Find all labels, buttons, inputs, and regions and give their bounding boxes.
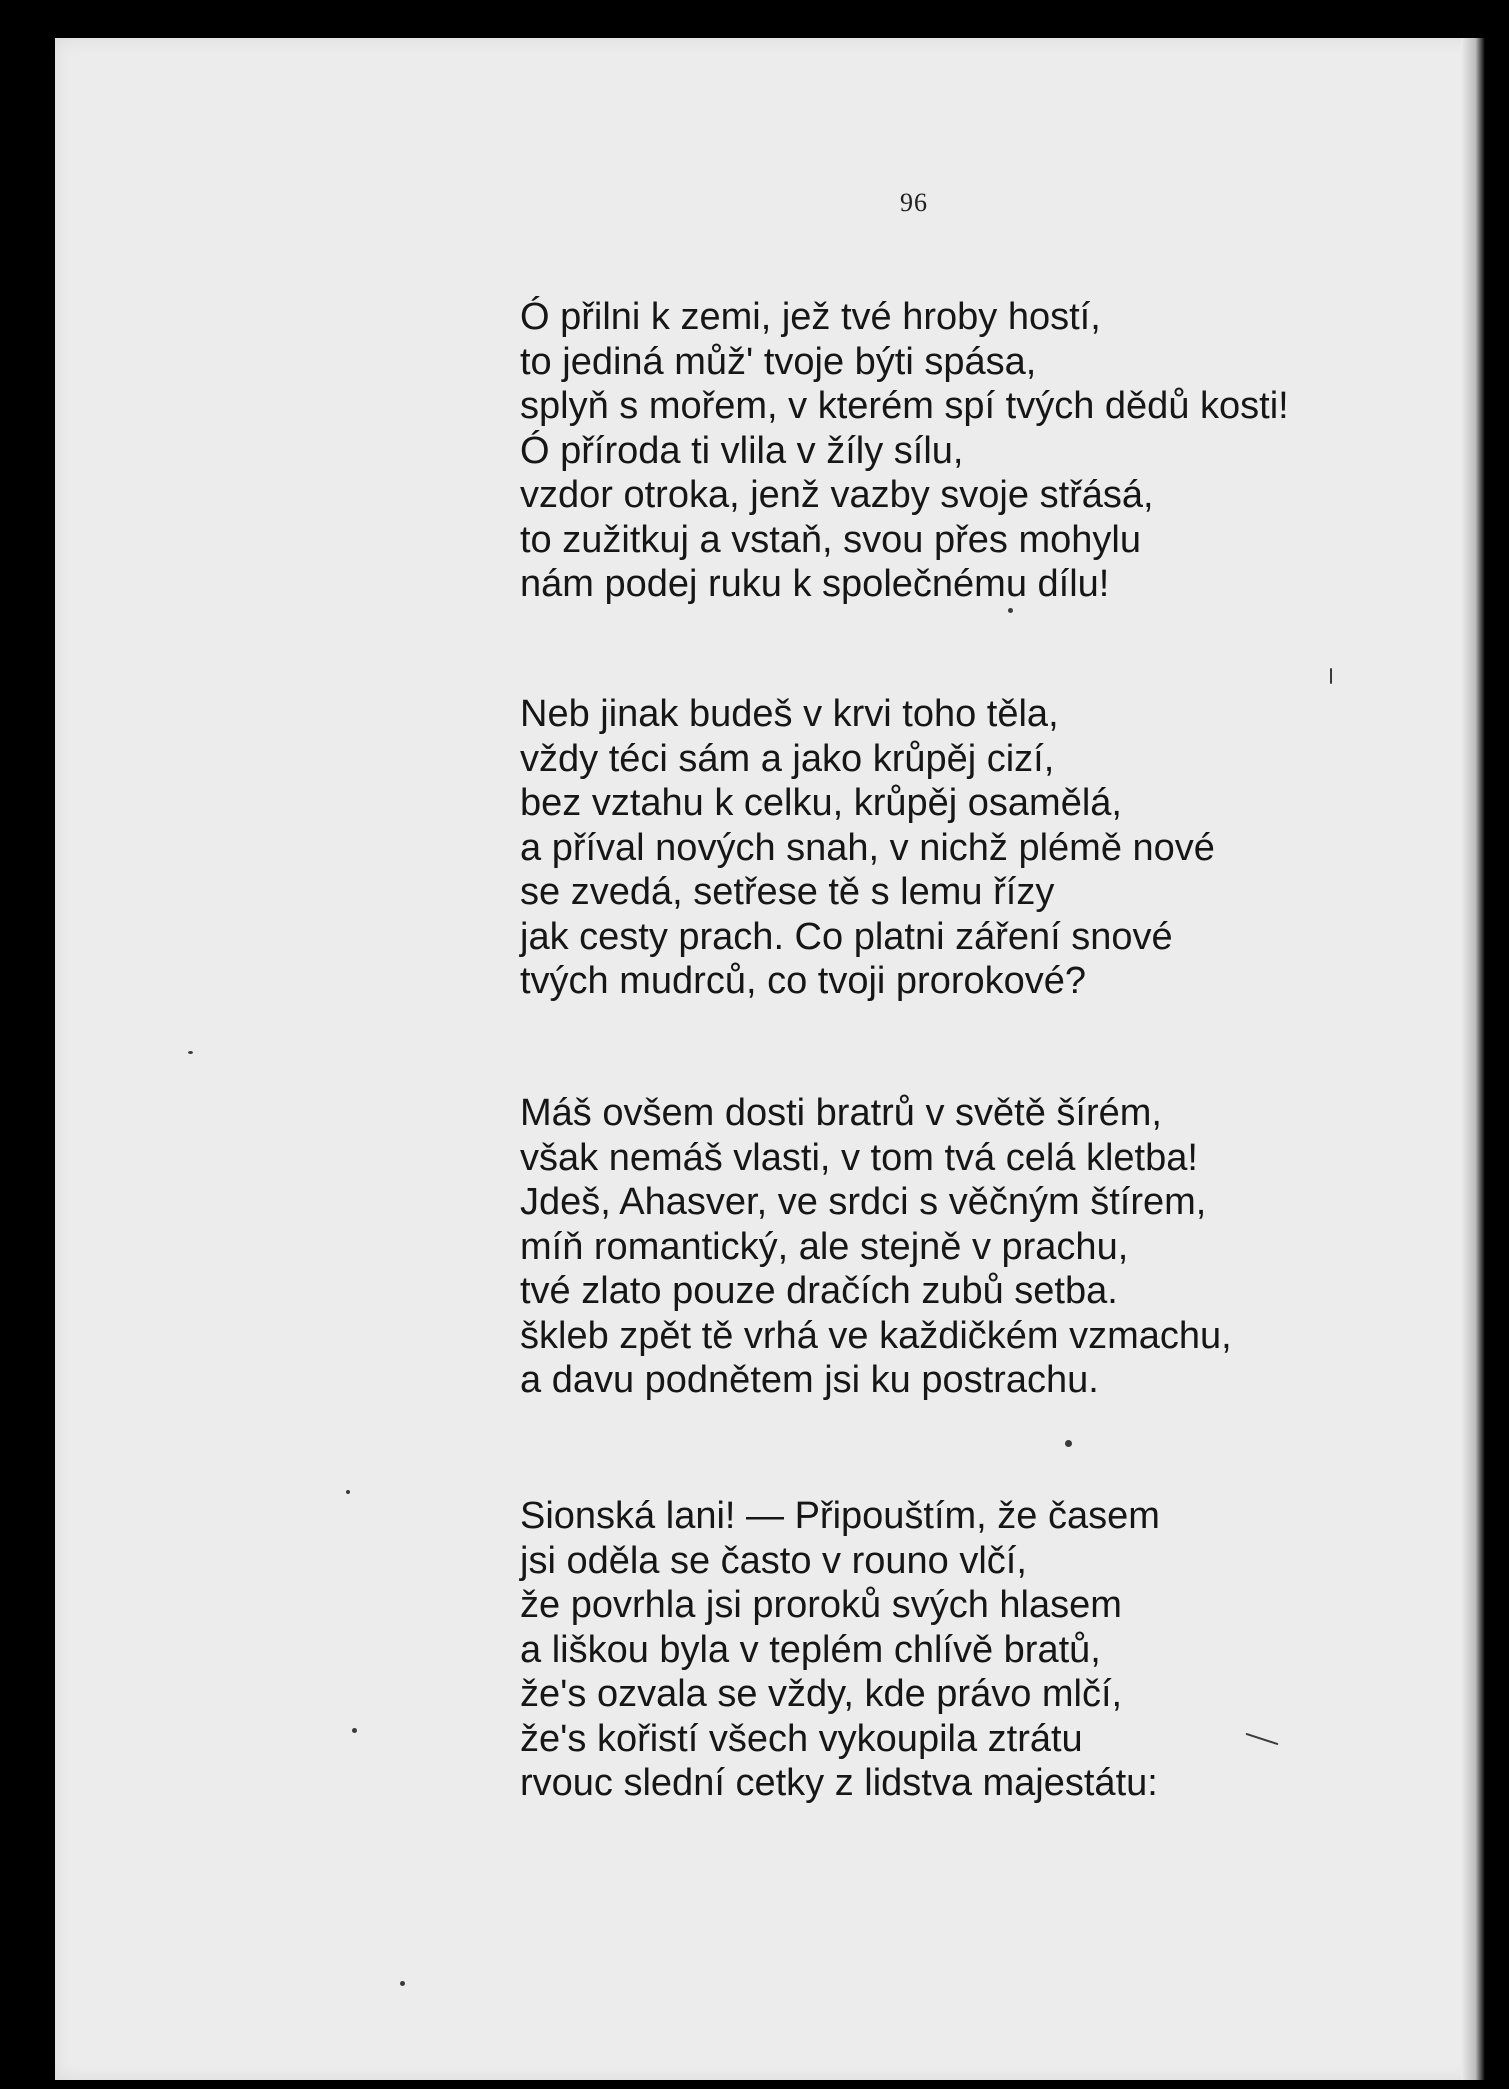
page-edge-shadow [1461, 38, 1485, 2080]
stanza-line: a příval nových snah, v nichž plémě nové [520, 826, 1215, 869]
scan-speck [346, 1490, 350, 1494]
scan-speck [1065, 1440, 1072, 1447]
stanza-line: vždy téci sám a jako krůpěj cizí, [520, 737, 1055, 780]
stanza-line: nám podej ruku k společnému dílu! [520, 563, 1110, 605]
stanza-line: jsi oděla se často v rouno vlčí, [520, 1539, 1027, 1582]
stanza-line: to jediná můž' tvoje býti spása, [520, 340, 1037, 383]
stanza-line: škleb zpět tě vrhá ve každičkém vzmachu, [520, 1314, 1232, 1357]
stanza-line: míň romantický, ale stejně v prachu, [520, 1225, 1129, 1268]
scan-speck [400, 1981, 405, 1986]
scan-speck [188, 1051, 193, 1054]
stanza-3 [520, 1091, 1380, 1403]
stanza-2 [520, 692, 1380, 1004]
stanza-line: tvé zlato pouze dračích zubů setba. [520, 1270, 1118, 1312]
stanza-line: Ó přilni k zemi, jež tvé hroby hostí, [520, 296, 1101, 338]
stanza-line: že povrhla jsi proroků svých hlasem [520, 1584, 1122, 1626]
stanza-line: Ó příroda ti vlila v žíly sílu, [520, 429, 964, 472]
scan-speck [352, 1728, 357, 1733]
stanza-line: Neb jinak budeš v krvi toho těla, [520, 693, 1059, 735]
book-page [55, 38, 1485, 2080]
stanza-line: a liškou byla v teplém chlívě bratů, [520, 1628, 1101, 1671]
stanza-line: jak cesty prach. Co platni záření snové [520, 915, 1173, 958]
stanza-line: však nemáš vlasti, v tom tvá celá kletba! [520, 1136, 1198, 1179]
stanza-line: splyň s mořem, v kterém spí tvých dědů kosti! [520, 385, 1289, 427]
stanza-line: rvouc slední cetky z lidstva majestátu: [520, 1762, 1158, 1804]
stanza-line: Sionská lani! — Připouštím, že časem [520, 1495, 1160, 1537]
stanza-line: tvých mudrců, co tvoji prorokové? [520, 960, 1087, 1002]
stanza-line: že's ozvala se vždy, kde právo mlčí, [520, 1673, 1123, 1715]
stanza-line: a davu podnětem jsi ku postrachu. [520, 1359, 1099, 1401]
stanza-line: to zužitkuj a vstaň, svou přes mohylu [520, 518, 1141, 561]
scan-speck [1008, 608, 1013, 613]
stanza-line: Jdeš, Ahasver, ve srdci s věčným štírem, [520, 1181, 1207, 1223]
stanza-line: vzdor otroka, jenž vazby svoje střásá, [520, 474, 1154, 516]
stanza-line: se zvedá, setřese tě s lemu řízy [520, 871, 1055, 913]
page-number: 96 [900, 188, 928, 217]
stanza-1 [520, 295, 1380, 607]
stanza-4 [520, 1494, 1380, 1806]
scan-speck [1330, 668, 1332, 684]
stanza-line: Máš ovšem dosti bratrů v světě šírém, [520, 1092, 1162, 1134]
stanza-line: že's kořistí všech vykoupila ztrátu [520, 1717, 1083, 1760]
stanza-line: bez vztahu k celku, krůpěj osamělá, [520, 782, 1122, 824]
